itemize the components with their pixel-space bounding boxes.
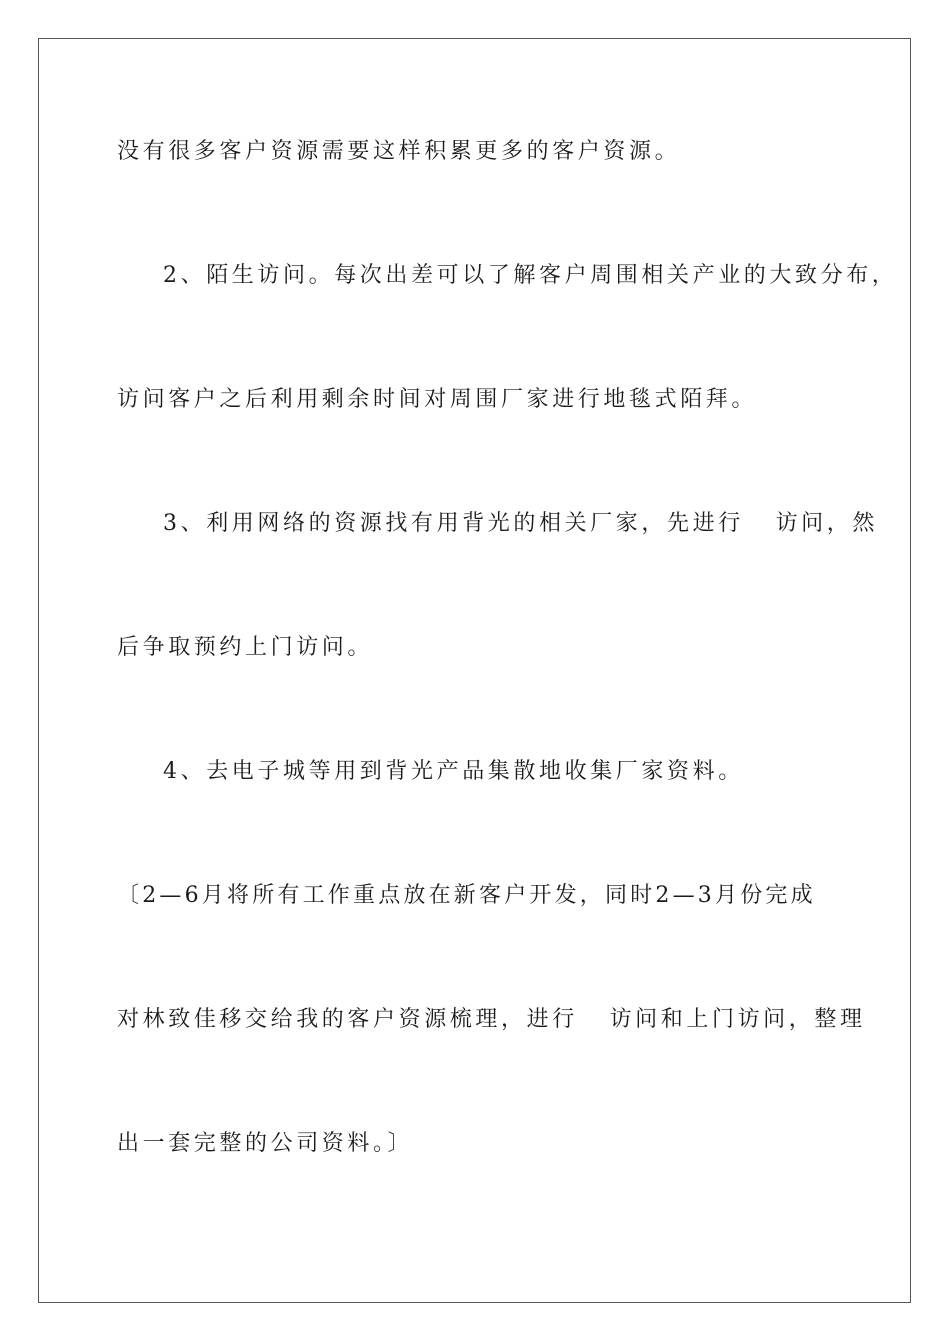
body-text-line: 对林致佳移交给我的客户资源梳理，进行 访问和上门访问，整理 <box>117 1007 866 1032</box>
body-text-line: 没有很多客户资源需要这样积累更多的客户资源。 <box>117 139 681 164</box>
body-text-line: 4、去电子城等用到背光产品集散地收集厂家资料。 <box>163 759 744 784</box>
page-border <box>38 38 911 1303</box>
body-text-line: 3、利用网络的资源找有用背光的相关厂家，先进行 访问，然 <box>163 511 878 536</box>
body-text-line: 后争取预约上门访问。 <box>117 635 374 660</box>
body-text-line: 访问客户之后利用剩余时间对周围厂家进行地毯式陌拜。 <box>117 387 758 412</box>
body-text-line: 〔2—6月将所有工作重点放在新客户开发，同时2—3月份完成 <box>117 883 816 908</box>
body-text-line: 2、陌生访问。每次出差可以了解客户周围相关产业的大致分布， <box>163 263 898 288</box>
body-text-line: 出一套完整的公司资料。〕 <box>117 1131 414 1156</box>
